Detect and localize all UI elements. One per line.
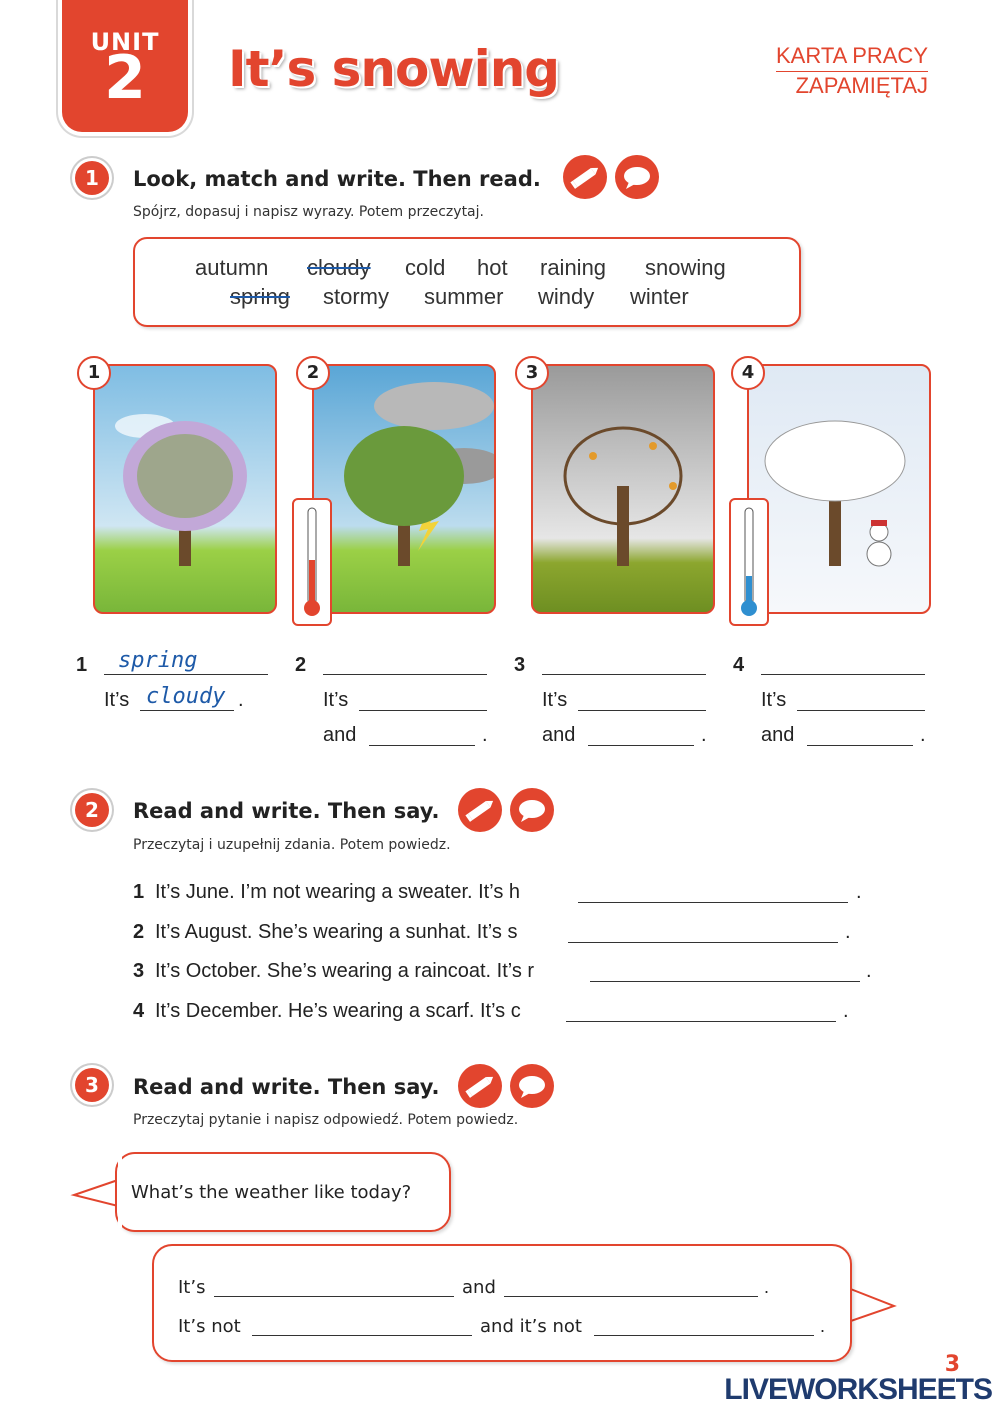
pencil-icon [563,155,607,199]
word: winter [630,284,689,309]
sentence-3 [133,960,534,983]
sentence-answer-line[interactable] [578,902,848,903]
sentence-number: 1 [133,881,145,903]
picture-number: 2 [296,356,330,390]
sentence-text: It’s December. He’s wearing a scarf. It’s c [155,1000,521,1022]
word: cold [405,255,446,280]
answer-line-weather[interactable] [140,710,234,711]
pencil-icon [458,788,502,832]
answer-line-weather-2[interactable] [807,745,913,746]
sentence-number: 3 [133,960,145,982]
answer-line-weather-2[interactable] [588,745,694,746]
and-label: and [761,724,795,746]
page-number: 3 [944,1352,960,1377]
word-box [133,237,801,327]
and-label: and [542,724,576,746]
word: snowing [645,255,726,280]
word-struck: spring [230,284,290,309]
answer-line-season[interactable] [761,674,925,675]
period: . [845,921,851,943]
thermometer-hot [292,498,332,626]
page-title: It’s snowing [228,40,560,98]
exercise-3-number: 3 [75,1068,109,1102]
handwritten-answer: cloudy [146,684,226,709]
exercise-1-subtitle: Spójrz, dopasuj i napisz wyrazy. Potem przeczytaj. [133,204,484,220]
sentence-2 [133,921,517,944]
answer-line-season[interactable] [542,674,706,675]
answer-line-season[interactable] [104,674,268,675]
thermometer-cold [729,498,769,626]
liveworksheets-logo: LIVEWORKSHEETS [724,1373,992,1406]
sentence-number: 4 [133,1000,145,1022]
sentence-answer-line[interactable] [566,1021,836,1022]
pencil-icon [458,1064,502,1108]
period: . [482,724,488,746]
word: summer [424,284,504,309]
sentence-text: It’s August. She’s wearing a sunhat. It’s s [155,921,518,943]
answer-line[interactable] [594,1335,814,1336]
answer-label: It’s [178,1277,206,1298]
unit-number: 2 [104,43,146,113]
sentence-answer-line[interactable] [568,942,838,943]
answer-label: and [462,1277,496,1298]
picture-number: 1 [77,356,111,390]
unit-badge [62,0,188,132]
exercise-1-number: 1 [75,161,109,195]
answer-line-weather[interactable] [797,710,925,711]
picture-number: 4 [731,356,765,390]
handwritten-answer: spring [118,648,198,673]
exercise-2-subtitle: Przeczytaj i uzupełnij zdania. Potem powiedz. [133,837,451,853]
exercise-3-subtitle: Przeczytaj pytanie i napisz odpowiedź. Potem powiedz. [133,1112,519,1128]
exercise-2-number: 2 [75,793,109,827]
period: . [866,960,872,982]
answer-number: 3 [514,654,526,676]
picture-spring-tree [93,364,277,614]
sentence-text: It’s October. She’s wearing a raincoat. It’s r [155,960,535,982]
and-label: and [323,724,357,746]
word: hot [477,255,508,280]
karta-line2: ZAPAMIĘTAJ [795,73,928,98]
speech-bubble-icon [510,1064,554,1108]
picture-number: 3 [515,356,549,390]
sentence-number: 2 [133,921,145,943]
answer-number: 1 [76,654,88,676]
answer-line-weather-2[interactable] [369,745,475,746]
exercise-2-title: Read and write. Then say. [133,799,440,823]
question-bubble [115,1152,451,1232]
answer-number: 4 [733,654,745,676]
period: . [764,1277,770,1297]
answer-number: 2 [295,654,307,676]
period: . [856,881,862,903]
word: raining [540,255,607,280]
sentence-text: It’s June. I’m not wearing a sweater. It’s h [155,881,520,903]
answer-label: It’s not [178,1316,241,1337]
period: . [701,724,707,746]
sentence-4 [133,1000,521,1023]
exercise-3-title: Read and write. Then say. [133,1075,440,1099]
karta-label [776,42,928,100]
answer-bubble [152,1244,852,1362]
period: . [238,689,244,711]
unit-label: UNIT [90,28,160,56]
speech-bubble-icon [615,155,659,199]
its-label: It’s [104,689,130,711]
period: . [920,724,926,746]
its-label: It’s [542,689,568,711]
its-label: It’s [323,689,349,711]
answer-label: and it’s not [480,1316,582,1337]
word-struck: cloudy [307,255,371,280]
answer-line[interactable] [214,1296,454,1297]
karta-line1: KARTA PRACY [776,42,928,72]
answer-line-weather[interactable] [359,710,487,711]
bubble-tail-mask [118,1152,122,1228]
sentence-1 [133,881,520,904]
picture-stormy-tree [312,364,496,614]
answer-line[interactable] [252,1335,472,1336]
word: stormy [323,284,389,309]
word: autumn [195,255,269,280]
word: windy [538,284,595,309]
answer-line-season[interactable] [323,674,487,675]
answer-line-weather[interactable] [578,710,706,711]
exercise-1-title: Look, match and write. Then read. [133,167,541,191]
question-text: What’s the weather like today? [131,1182,412,1203]
speech-bubble-icon [510,788,554,832]
picture-winter-tree [747,364,931,614]
period: . [820,1316,826,1336]
answer-line[interactable] [504,1296,758,1297]
sentence-answer-line[interactable] [590,981,860,982]
picture-autumn-tree [531,364,715,614]
its-label: It’s [761,689,787,711]
period: . [843,1000,849,1022]
bubble-tail-mask [845,1290,850,1320]
